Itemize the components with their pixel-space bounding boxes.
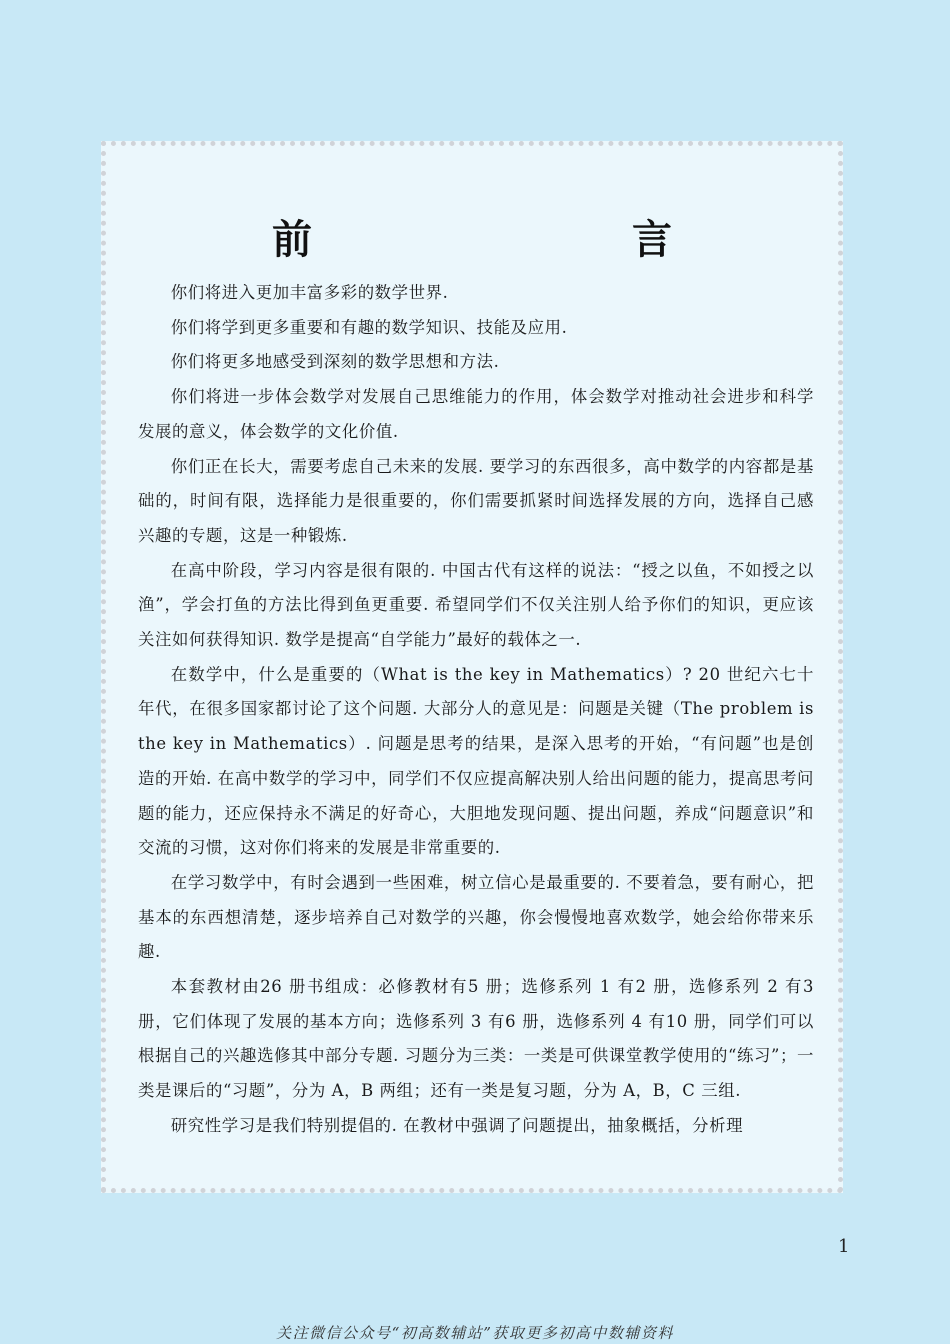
footer-note: 关注微信公众号“初高数辅站”获取更多初高中数辅资料 [276,1324,674,1342]
page-title: 前 言 [272,217,812,263]
paragraph: 在学习数学中，有时会遇到一些困难，树立信心是最重要的. 不要着急，要有耐心，把基本的东西想清楚，逐步培养自己对数学的兴趣，你会慢慢地喜欢数学，她会给你带来乐趣. [138,872,814,962]
paragraph: 你们正在长大，需要考虑自己未来的发展. 要学习的东西很多，高中数学的内容都是基础的，时间有限，选择能力是很重要的，你们需要抓紧时间选择发展的方向，选择自己感兴趣的专题，这是一种锻炼. [138,456,814,545]
paragraph: 你们将进一步体会数学对发展自己思维能力的作用，体会数学对推动社会进步和科学发展的意义，体会数学的文化价值. [138,387,814,441]
paragraph: 本套教材由26 册书组成：必修教材有5 册；选修系列 1 有2 册，选修系列 2 有3 册，它们体现了发展的基本方向；选修系列 3 有6 册，选修系列 4 有10 册，同学们可以根据自己的兴趣选修其中部分专题. 习题分为三类：一类是可供课堂教学使用的“练习”；一类是课后的“习题”，分为 A，B 两组；还有一类是复习题，分为 A，B，C 三组. [138,977,814,1101]
preface-body [138,276,814,1144]
paragraph: 研究性学习是我们特别提倡的. 在教材中强调了问题提出，抽象概括，分析理 [170,1115,744,1135]
paragraph: 你们将进入更加丰富多彩的数学世界. [170,283,449,302]
paragraph: 你们将学到更多重要和有趣的数学知识、技能及应用. [170,317,568,337]
paragraph: 在数学中，什么是重要的（What is the key in Mathematics）? 20 世纪六七十年代，在很多国家都讨论了这个问题. 大部分人的意见是：问题是关键（The problem is the key in Mathematics）. 问题是思考的结果，是深入思考的开始，“有问题”也是创造的开始. 在高中数学的学习中，同学们不仅应提高解决别人给出问题的能力，提高思考问题的能力，还应保持永不满足的好奇心，大胆地发现问题、提出问题，养成“问题意识”和交流的习惯，这对你们将来的发展是非常重要的. [138,664,814,858]
paragraph: 你们将更多地感受到深刻的数学思想和方法. [170,352,500,372]
paragraph: 在高中阶段，学习内容是很有限的. 中国古代有这样的说法：“授之以鱼，不如授之以渔”，学会打鱼的方法比得到鱼更重要. 希望同学们不仅关注别人给予你们的知识，更应该关注如何获得知识. 数学是提高“自学能力”最好的载体之一. [138,560,814,650]
page-number: 1 [838,1236,850,1257]
preface-panel [101,141,843,1193]
